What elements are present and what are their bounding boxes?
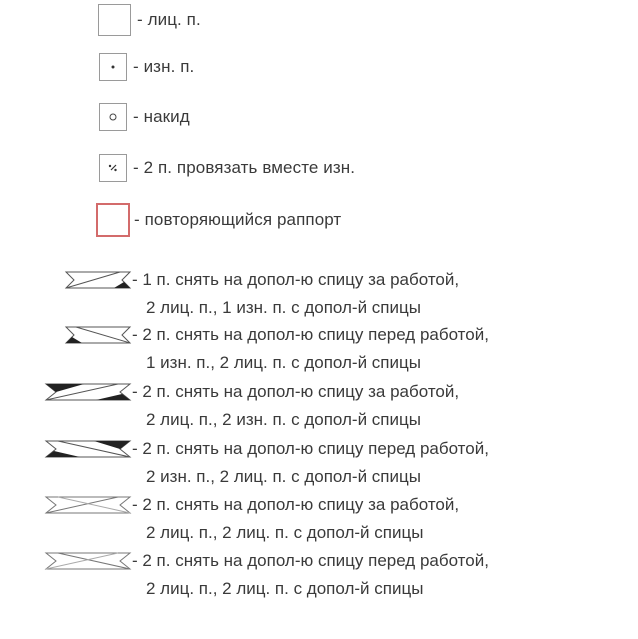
cable-6 [44,547,489,603]
red-frame-icon [96,203,130,237]
cable-2 [64,321,489,377]
cable-6-icon [44,547,132,575]
legend-yarn-over-label: - накид [133,107,190,126]
dot-square-icon [99,53,127,81]
cable-2-line1: - 2 п. снять на допол-ю спицу перед работой, [132,325,489,344]
legend-purl2tog [99,154,355,182]
cable-5-icon [44,491,132,519]
legend-knit [98,4,201,36]
cable-3-line2: 2 лиц. п., 2 изн. п. с допол-й спицы [146,410,421,429]
cable-2-line2: 1 изн. п., 2 лиц. п. с допол-й спицы [146,353,421,372]
cable-3-line1: - 2 п. снять на допол-ю спицу за работой, [132,382,460,401]
cable-5-line2: 2 лиц. п., 2 лиц. п. с допол-й спицы [146,523,424,542]
legend-repeat-label: - повторяющийся раппорт [134,210,342,229]
cable-1-line2: 2 лиц. п., 1 изн. п. с допол-й спицы [146,298,421,317]
cable-4-line1: - 2 п. снять на допол-ю спицу перед работой, [132,439,489,458]
cable-1-icon [64,266,132,294]
empty-square-icon [98,4,131,36]
legend-repeat [96,203,341,237]
cable-6-line2: 2 лиц. п., 2 лиц. п. с допол-й спицы [146,579,424,598]
cable-5 [44,491,459,547]
cable-4 [44,435,489,491]
legend-yarn-over [99,103,190,131]
cable-4-icon [44,435,132,463]
cable-2-icon [64,321,132,349]
cable-1 [64,266,459,322]
cable-1-line1: - 1 п. снять на допол-ю спицу за работой, [132,270,460,289]
legend-purl-label: - изн. п. [133,57,195,76]
cable-4-line2: 2 изн. п., 2 лиц. п. с допол-й спицы [146,467,421,486]
cable-6-line1: - 2 п. снять на допол-ю спицу перед работой, [132,551,489,570]
decrease-square-icon [99,154,127,182]
legend-knit-label: - лиц. п. [137,10,201,29]
cable-3 [44,378,459,434]
legend-purl2tog-label: - 2 п. провязать вместе изн. [133,158,356,177]
legend-purl [99,53,194,81]
cable-5-line1: - 2 п. снять на допол-ю спицу за работой, [132,495,460,514]
cable-3-icon [44,378,132,406]
circle-square-icon [99,103,127,131]
